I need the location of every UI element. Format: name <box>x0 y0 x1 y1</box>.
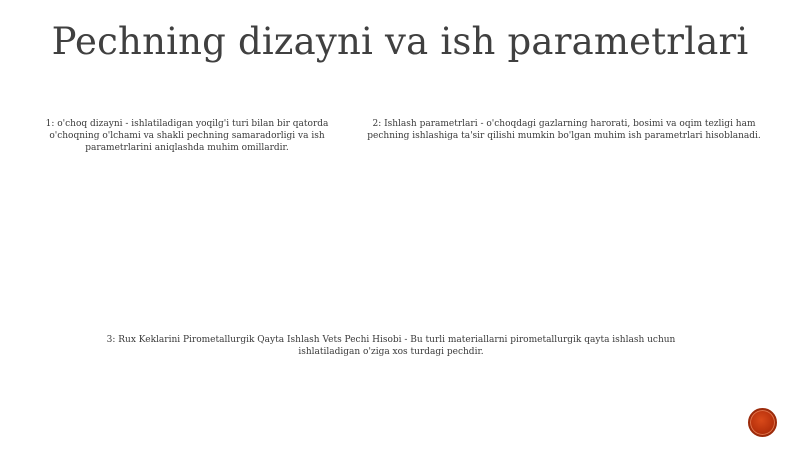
text-block-operating-parameters: 2: Ishlash parametrlari - o'choqdagi gazlarning harorati, bosimi va oqim tezligi ham pechning ishlashiga ta'sir qilishi mumkin bo'lgan muhim ish parametrlari hisoblanadi. <box>367 119 761 141</box>
circle-button-icon[interactable] <box>748 408 777 437</box>
text-block-oven-design: 1: o'choq dizayni - ishlatiladigan yoqilg'i turi bilan bir qatorda o'choqning o'lchami va shakli pechning samaradorligi va ish parametrlarini aniqlashda muhim omillardir. <box>45 119 329 153</box>
text-block-furnace-calculation: 3: Rux Keklarini Pirometallurgik Qayta Ishlash Vets Pechi Hisobi - Bu turli materiallarni pirometallurgik qayta ishlash uchun ishlatiladigan o'ziga xos turdagi pechdir. <box>106 335 676 357</box>
slide-title: Pechning dizayni va ish parametrlari <box>51 20 749 63</box>
